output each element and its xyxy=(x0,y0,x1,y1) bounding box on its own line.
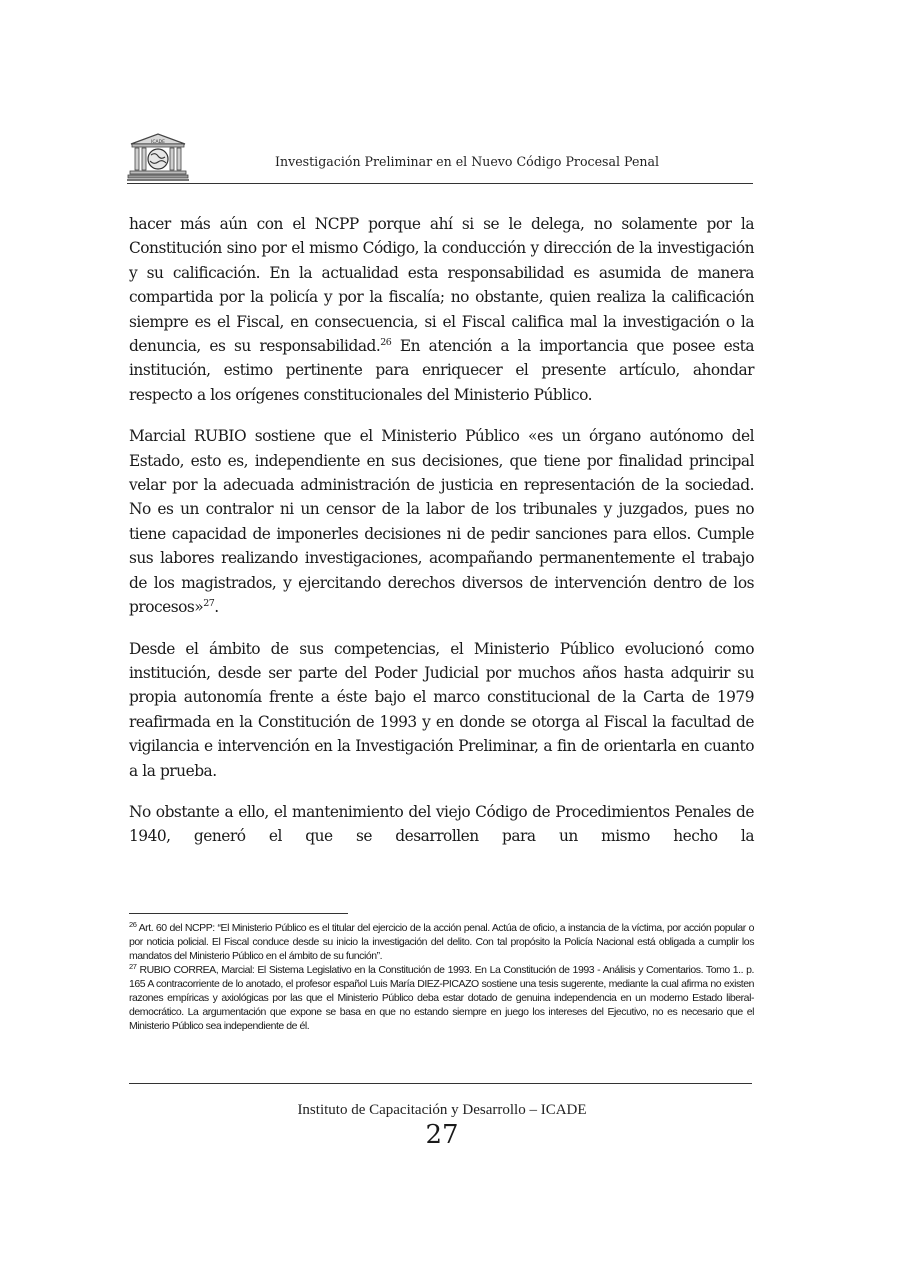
paragraph-3: Desde el ámbito de sus competencias, el Ministerio Público evolucionó como institución, desde ser parte del Poder Judicial por muchos años hasta adquirir su propia autonomía frente a éste bajo el marco constitucional de la Carta de 1979 reafirmada en la Constitución de 1993 y en donde se otorga al Fiscal la facultad de vigilancia e intervención en la Investigación Preliminar, a fin de orientarla en cuanto a la prueba. xyxy=(129,639,754,780)
footnote-27 xyxy=(129,963,754,1033)
footnote-26-text: Art. 60 del NCPP: “El Ministerio Público es el titular del ejercicio de la acción penal. Actúa de oficio, a instancia de la víctima, por acción popular o por noticia policial. El Fiscal conduce desde su inicio la investigación del delito. Con tal propósito la Policía Nacional está obligada a cumplir los mandatos del Ministerio Público en el ámbito de su función”. xyxy=(129,922,754,962)
page-number: 27 xyxy=(425,1120,459,1150)
icade-logo xyxy=(127,132,189,182)
paragraph-1-text: hacer más aún con el NCPP porque ahí si se le delega, no solamente por la Constitución sino por el mismo Código, la conducción y dirección de la investigación y su calificación. En la actualidad esta responsabilidad es asumida de manera compartida por la policía y por la fiscalía; no obstante, quien realiza la calificación siempre es el Fiscal, en consecuencia, si el Fiscal califica mal la investigación o la denuncia, es su responsabilidad. xyxy=(129,215,754,356)
footnotes xyxy=(129,921,754,1033)
paragraph-4: No obstante a ello, el mantenimiento del viejo Código de Procedimientos Penales de 1940, generó el que se desarrollen para un mismo hecho la xyxy=(129,802,754,846)
footer-institution: Instituto de Capacitación y Desarrollo – ICADE xyxy=(297,1102,587,1118)
paragraph-1 xyxy=(129,212,754,407)
paragraph-1-continuation: En atención a la importancia que posee esta institución, estimo pertinente para enriquecer el presente artículo, ahondar respecto a los orígenes constitucionales del Ministerio Público. xyxy=(129,337,755,404)
footnote-separator xyxy=(129,913,348,914)
footnote-27-number: 27 xyxy=(129,962,137,971)
footnote-ref-27[interactable]: 27 xyxy=(203,598,215,610)
paragraph-2-end: . xyxy=(214,598,219,617)
header-title: Investigación Preliminar en el Nuevo Código Procesal Penal xyxy=(275,154,660,169)
page-header xyxy=(127,130,753,184)
header-divider xyxy=(127,183,753,184)
footnote-ref-26[interactable]: 26 xyxy=(380,337,392,349)
footnote-26 xyxy=(129,921,754,963)
paragraph-2-text: Marcial RUBIO sostiene que el Ministerio Público «es un órgano autónomo del Estado, esto es, independiente en sus decisiones, que tiene por finalidad principal velar por la adecuada administración de justicia en representación de la sociedad. No es un contralor ni un censor de la labor de los tribunales y juzgados, pues no tiene capacidad de imponerles decisiones ni de pedir sanciones para ellos. Cumple sus labores realizando investigaciones, acompañando permanentemente el trabajo de los magistrados, y ejercitando derechos diversos de intervención dentro de los procesos» xyxy=(129,427,754,617)
main-text xyxy=(129,212,754,866)
footer-divider xyxy=(129,1083,752,1084)
paragraph-2 xyxy=(129,424,754,619)
footnote-26-number: 26 xyxy=(129,920,137,929)
logo-text: ICADE xyxy=(151,140,165,145)
footnote-27-text: RUBIO CORREA, Marcial: El Sistema Legislativo en la Constitución de 1993. En La Constitución de 1993 - Análisis y Comentarios. Tomo 1.. p. 165 A contracorriente de lo anotado, el profesor español Luis María DIEZ-PICAZO sostiene una tesis sugerente, mediante la cual afirma no existen razones empíricas y axiológicas por las que el Ministerio Público deba estar dotado de genuina independencia en un moderno Estado liberal-democrático. La argumentación que expone se basa en que no estando siempre en juego los intereses del Ejecutivo, no es necesario que el Ministerio Público sea independiente de él. xyxy=(129,964,754,1032)
